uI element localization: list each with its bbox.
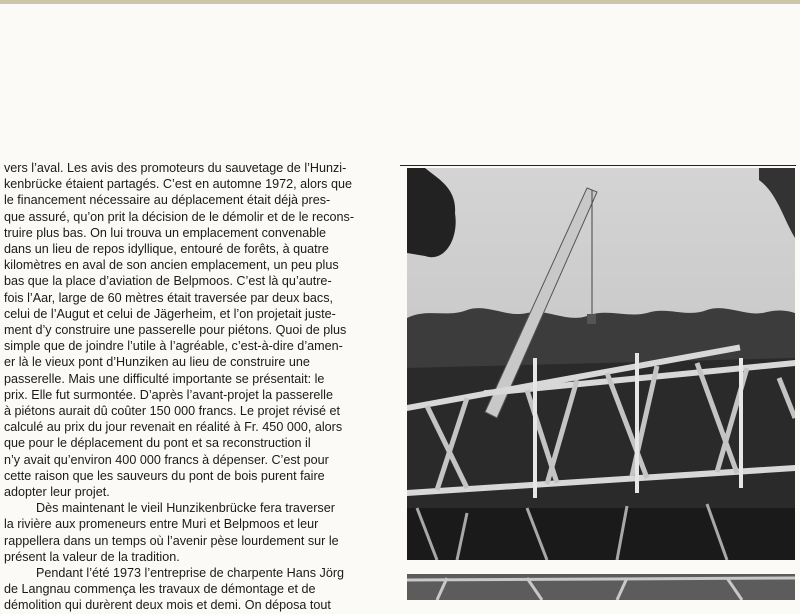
article-line: de Langnau commença les travaux de démontage et de (4, 582, 316, 597)
second-photo (407, 574, 795, 600)
article-line: kilomètres en aval de son ancien emplacement, un peu plus (4, 258, 339, 273)
article-line: prix. Elle fut surmontée. D’après l’avant-projet la passerelle (4, 387, 333, 402)
article-line: présent la valeur de la tradition. (4, 549, 180, 564)
article-line: dans un lieu de repos idyllique, entouré de forêts, à quatre (4, 242, 329, 257)
article-line: la rivière aux promeneurs entre Muri et Belpmoos et leur (4, 517, 319, 532)
article-line: le financement nécessaire au déplacement était déjà pres- (4, 193, 331, 208)
article-line: ment d’y construire une passerelle pour piétons. Quoi de plus (4, 323, 347, 338)
article-line: que assuré, qu’on prit la décision de le démolir et de le recons- (4, 209, 355, 224)
article-text-column (0, 160, 400, 614)
article-line: rappellera dans un temps où l’avenir pèse lourdement sur le (4, 533, 339, 548)
article-line: calculé au prix du jour revenait en réalité à Fr. 450 000, alors (4, 420, 343, 435)
page-top-band (0, 0, 800, 4)
bridge-crane-photo (407, 168, 795, 560)
article-line: simple que de joindre l’utile à l’agréable, c’est-à-dire d’amen- (4, 339, 343, 354)
article-line: à piétons aurait dû coûter 150 000 francs. Le projet révisé et (4, 404, 341, 419)
article-line: kenbrücke étaient partagés. C’est en automne 1972, alors que (4, 177, 352, 192)
article-line: cette raison que les sauveurs du pont de bois purent faire (4, 468, 325, 483)
article-line: er là le vieux pont d’Hunziken au lieu de construire une (4, 355, 310, 370)
article-line: truire plus bas. On lui trouva un emplacement convenable (4, 225, 327, 240)
article-line: bas que la place d’aviation de Belpmoos. C’est là qu’autre- (4, 274, 332, 289)
article-line: vers l’aval. Les avis des promoteurs du sauvetage de l’Hunzi- (4, 161, 347, 175)
article-line: Dès maintenant le vieil Hunzikenbrücke fera traverser (36, 501, 335, 516)
article-line: adopter leur projet. (4, 485, 110, 500)
column-rule (400, 165, 796, 166)
article-line: Pendant l’été 1973 l’entreprise de charpente Hans Jörg (36, 566, 345, 581)
article-line: démolition qui durèrent deux mois et demi. On déposa tout (4, 598, 331, 613)
article-line: passerelle. Mais une difficulté importante se présentait: le (4, 371, 325, 386)
article-line: fois l’Aar, large de 60 mètres était traversée par deux bacs, (4, 290, 334, 305)
article-line: que pour le déplacement du pont et sa reconstruction il (4, 436, 311, 451)
article-line: n’y avait qu’environ 400 000 francs à dépenser. C’est pour (4, 452, 329, 467)
article-line: celui de l’Augut et celui de Jägerheim, et l’on projetait juste- (4, 306, 336, 321)
